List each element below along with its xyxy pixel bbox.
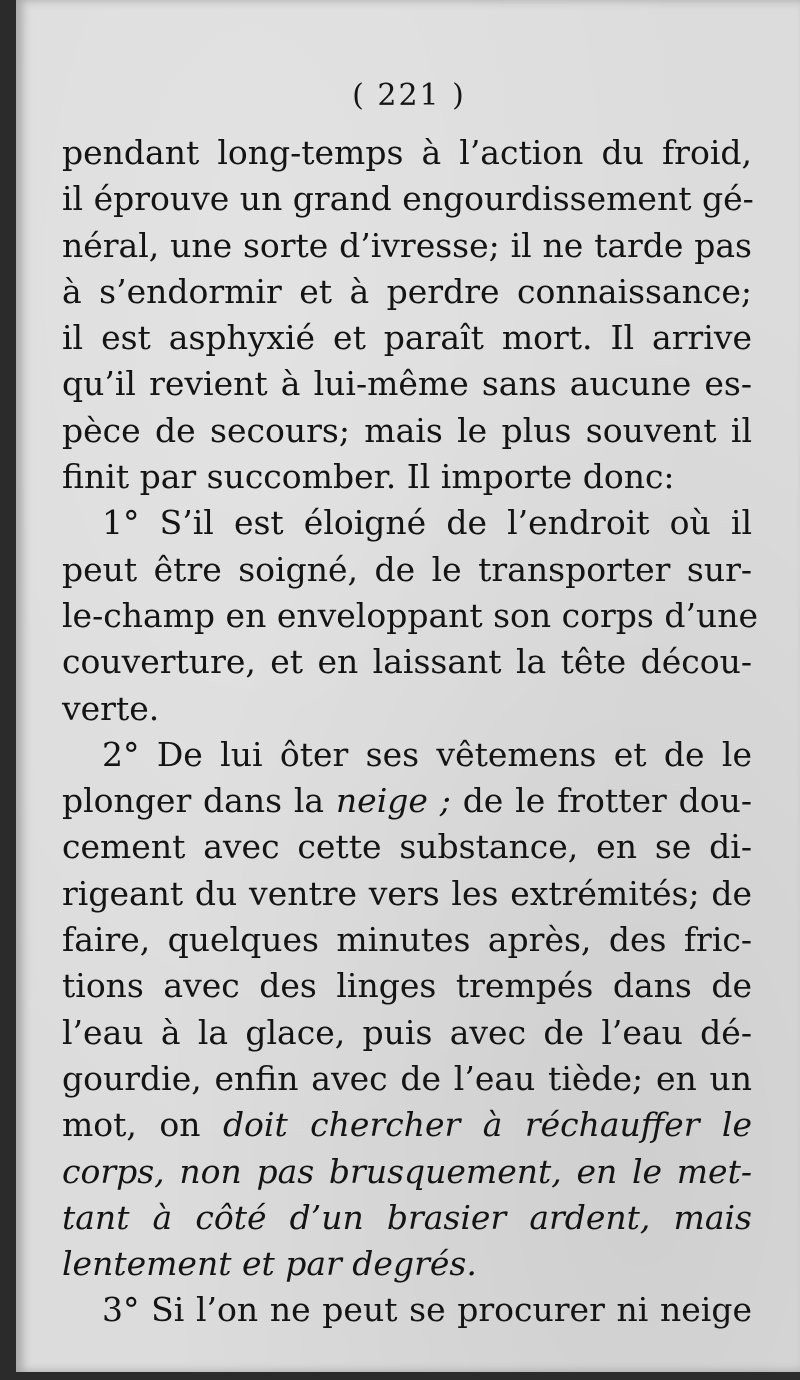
paragraph-line-3: 3° Si l’on ne peut se procurer ni neige [102,1290,752,1330]
text-line: à s’endormir et à perdre connaissance; [62,271,752,311]
text-line: pendant long-temps à l’action du froid, [62,133,752,172]
text-line: tions avec des linges trempés dans de [62,966,752,1006]
text-line: néral, une sorte d’ivresse; il ne tarde pas [62,225,752,265]
italic-line: lentement et par degrés. [62,1244,477,1284]
text-line: cement avec cette substance, en se di- [62,827,752,867]
text-line: le-champ en enveloppant son corps d’une [62,595,758,635]
text-segment: de le frotter dou- [462,781,752,821]
text-line: qu’il revient à lui-même sans aucune es- [62,364,752,404]
text-line: gourdie, enfin avec de l’eau tiède; en un [62,1058,752,1098]
text-line-mixed [62,778,752,824]
italic-line: corps, non pas brusquement, en le met- [62,1151,752,1191]
text-line: peut être soigné, de le transporter sur- [62,549,752,589]
text-line-mixed [62,1102,752,1148]
text-line: verte. [62,688,160,728]
italic-segment: neige ; [335,781,451,821]
page-number: ( 221 ) [352,78,466,113]
paragraph-line-2: 2° De lui ôter ses vêtemens et de le [102,734,752,774]
text-line: il éprouve un grand engourdissement gé- [62,179,754,219]
italic-line: tant à côté d’un brasier ardent, mais [62,1197,752,1237]
book-page [16,0,800,1372]
text-line: finit par succomber. Il importe donc: [62,457,675,497]
text-line: l’eau à la glace, puis avec de l’eau dé- [62,1012,752,1052]
text-segment: mot, on [62,1105,201,1145]
text-line: pèce de secours; mais le plus souvent il [62,410,752,450]
text-line: il est asphyxié et paraît mort. Il arrive [62,318,752,358]
text-line: rigeant du ventre vers les extrémités; de [62,873,752,913]
text-line: couverture, et en laissant la tête décou- [62,642,752,682]
text-segment: plonger dans la [62,781,325,821]
paragraph-line-1: 1° S’il est éloigné de l’endroit où il [102,503,752,543]
italic-segment: doit chercher à réchauffer le [222,1105,752,1145]
text-line: faire, quelques minutes après, des fric- [62,920,752,960]
body-text [62,130,758,1334]
